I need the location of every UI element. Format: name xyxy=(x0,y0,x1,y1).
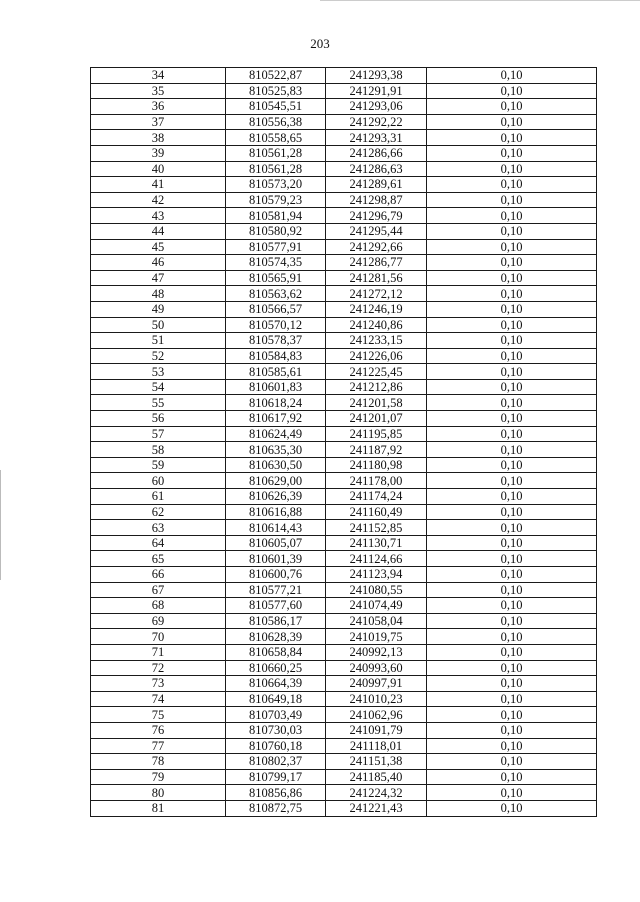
point-number-cell: 43 xyxy=(91,208,226,224)
accuracy-cell: 0,10 xyxy=(427,208,597,224)
y-coordinate-cell: 241289,61 xyxy=(326,177,427,193)
y-coordinate-cell: 241080,55 xyxy=(326,582,427,598)
table-row xyxy=(91,379,597,395)
point-number-cell: 44 xyxy=(91,223,226,239)
accuracy-cell: 0,10 xyxy=(427,223,597,239)
accuracy-cell: 0,10 xyxy=(427,598,597,614)
coordinates-table-body xyxy=(91,68,597,817)
point-number-cell: 53 xyxy=(91,364,226,380)
x-coordinate-cell: 810635,30 xyxy=(226,442,326,458)
y-coordinate-cell: 241221,43 xyxy=(326,800,427,816)
table-row xyxy=(91,489,597,505)
table-row xyxy=(91,426,597,442)
table-row xyxy=(91,161,597,177)
point-number-cell: 77 xyxy=(91,738,226,754)
accuracy-cell: 0,10 xyxy=(427,395,597,411)
top-edge-line xyxy=(320,0,640,1)
x-coordinate-cell: 810616,88 xyxy=(226,504,326,520)
left-edge-mark xyxy=(0,470,1,580)
point-number-cell: 46 xyxy=(91,255,226,271)
point-number-cell: 45 xyxy=(91,239,226,255)
table-row xyxy=(91,68,597,84)
point-number-cell: 49 xyxy=(91,301,226,317)
accuracy-cell: 0,10 xyxy=(427,769,597,785)
table-row xyxy=(91,722,597,738)
x-coordinate-cell: 810577,91 xyxy=(226,239,326,255)
point-number-cell: 73 xyxy=(91,676,226,692)
point-number-cell: 55 xyxy=(91,395,226,411)
y-coordinate-cell: 241295,44 xyxy=(326,223,427,239)
x-coordinate-cell: 810618,24 xyxy=(226,395,326,411)
y-coordinate-cell: 241296,79 xyxy=(326,208,427,224)
accuracy-cell: 0,10 xyxy=(427,114,597,130)
accuracy-cell: 0,10 xyxy=(427,567,597,583)
x-coordinate-cell: 810586,17 xyxy=(226,613,326,629)
table-row xyxy=(91,348,597,364)
y-coordinate-cell: 241074,49 xyxy=(326,598,427,614)
table-row xyxy=(91,660,597,676)
table-row xyxy=(91,598,597,614)
x-coordinate-cell: 810577,60 xyxy=(226,598,326,614)
accuracy-cell: 0,10 xyxy=(427,301,597,317)
x-coordinate-cell: 810565,91 xyxy=(226,270,326,286)
y-coordinate-cell: 241226,06 xyxy=(326,348,427,364)
accuracy-cell: 0,10 xyxy=(427,270,597,286)
y-coordinate-cell: 241293,06 xyxy=(326,99,427,115)
y-coordinate-cell: 241293,38 xyxy=(326,68,427,84)
accuracy-cell: 0,10 xyxy=(427,676,597,692)
table-row xyxy=(91,707,597,723)
table-row xyxy=(91,754,597,770)
table-row xyxy=(91,473,597,489)
point-number-cell: 64 xyxy=(91,535,226,551)
point-number-cell: 39 xyxy=(91,145,226,161)
table-row xyxy=(91,239,597,255)
x-coordinate-cell: 810585,61 xyxy=(226,364,326,380)
x-coordinate-cell: 810799,17 xyxy=(226,769,326,785)
table-row xyxy=(91,130,597,146)
point-number-cell: 36 xyxy=(91,99,226,115)
accuracy-cell: 0,10 xyxy=(427,333,597,349)
table-row xyxy=(91,457,597,473)
x-coordinate-cell: 810570,12 xyxy=(226,317,326,333)
table-row xyxy=(91,223,597,239)
table-row xyxy=(91,99,597,115)
accuracy-cell: 0,10 xyxy=(427,239,597,255)
accuracy-cell: 0,10 xyxy=(427,785,597,801)
x-coordinate-cell: 810614,43 xyxy=(226,520,326,536)
x-coordinate-cell: 810658,84 xyxy=(226,644,326,660)
point-number-cell: 62 xyxy=(91,504,226,520)
accuracy-cell: 0,10 xyxy=(427,800,597,816)
x-coordinate-cell: 810525,83 xyxy=(226,83,326,99)
y-coordinate-cell: 241180,98 xyxy=(326,457,427,473)
point-number-cell: 81 xyxy=(91,800,226,816)
table-row xyxy=(91,800,597,816)
x-coordinate-cell: 810649,18 xyxy=(226,691,326,707)
y-coordinate-cell: 241123,94 xyxy=(326,567,427,583)
accuracy-cell: 0,10 xyxy=(427,582,597,598)
accuracy-cell: 0,10 xyxy=(427,255,597,271)
point-number-cell: 61 xyxy=(91,489,226,505)
y-coordinate-cell: 241195,85 xyxy=(326,426,427,442)
accuracy-cell: 0,10 xyxy=(427,317,597,333)
table-row xyxy=(91,551,597,567)
x-coordinate-cell: 810856,86 xyxy=(226,785,326,801)
table-row xyxy=(91,613,597,629)
x-coordinate-cell: 810624,49 xyxy=(226,426,326,442)
accuracy-cell: 0,10 xyxy=(427,145,597,161)
accuracy-cell: 0,10 xyxy=(427,130,597,146)
accuracy-cell: 0,10 xyxy=(427,177,597,193)
accuracy-cell: 0,10 xyxy=(427,504,597,520)
y-coordinate-cell: 241178,00 xyxy=(326,473,427,489)
table-row xyxy=(91,535,597,551)
point-number-cell: 65 xyxy=(91,551,226,567)
table-row xyxy=(91,442,597,458)
y-coordinate-cell: 241286,66 xyxy=(326,145,427,161)
table-row xyxy=(91,301,597,317)
point-number-cell: 58 xyxy=(91,442,226,458)
point-number-cell: 48 xyxy=(91,286,226,302)
accuracy-cell: 0,10 xyxy=(427,520,597,536)
table-row xyxy=(91,676,597,692)
y-coordinate-cell: 241130,71 xyxy=(326,535,427,551)
point-number-cell: 54 xyxy=(91,379,226,395)
table-row xyxy=(91,504,597,520)
y-coordinate-cell: 241187,92 xyxy=(326,442,427,458)
y-coordinate-cell: 241286,63 xyxy=(326,161,427,177)
table-row xyxy=(91,520,597,536)
y-coordinate-cell: 241160,49 xyxy=(326,504,427,520)
accuracy-cell: 0,10 xyxy=(427,489,597,505)
point-number-cell: 51 xyxy=(91,333,226,349)
point-number-cell: 74 xyxy=(91,691,226,707)
point-number-cell: 40 xyxy=(91,161,226,177)
accuracy-cell: 0,10 xyxy=(427,83,597,99)
y-coordinate-cell: 241091,79 xyxy=(326,722,427,738)
y-coordinate-cell: 241201,07 xyxy=(326,411,427,427)
accuracy-cell: 0,10 xyxy=(427,286,597,302)
table-row xyxy=(91,691,597,707)
table-row xyxy=(91,208,597,224)
x-coordinate-cell: 810580,92 xyxy=(226,223,326,239)
x-coordinate-cell: 810629,00 xyxy=(226,473,326,489)
accuracy-cell: 0,10 xyxy=(427,707,597,723)
table-row xyxy=(91,567,597,583)
y-coordinate-cell: 240993,60 xyxy=(326,660,427,676)
accuracy-cell: 0,10 xyxy=(427,644,597,660)
table-row xyxy=(91,145,597,161)
accuracy-cell: 0,10 xyxy=(427,364,597,380)
accuracy-cell: 0,10 xyxy=(427,442,597,458)
table-row xyxy=(91,629,597,645)
y-coordinate-cell: 241246,19 xyxy=(326,301,427,317)
y-coordinate-cell: 241062,96 xyxy=(326,707,427,723)
x-coordinate-cell: 810581,94 xyxy=(226,208,326,224)
x-coordinate-cell: 810522,87 xyxy=(226,68,326,84)
table-row xyxy=(91,177,597,193)
point-number-cell: 52 xyxy=(91,348,226,364)
x-coordinate-cell: 810563,62 xyxy=(226,286,326,302)
x-coordinate-cell: 810573,20 xyxy=(226,177,326,193)
table-row xyxy=(91,192,597,208)
point-number-cell: 41 xyxy=(91,177,226,193)
y-coordinate-cell: 241185,40 xyxy=(326,769,427,785)
y-coordinate-cell: 241225,45 xyxy=(326,364,427,380)
y-coordinate-cell: 241286,77 xyxy=(326,255,427,271)
x-coordinate-cell: 810664,39 xyxy=(226,676,326,692)
x-coordinate-cell: 810600,76 xyxy=(226,567,326,583)
y-coordinate-cell: 241272,12 xyxy=(326,286,427,302)
x-coordinate-cell: 810660,25 xyxy=(226,660,326,676)
coordinates-table xyxy=(90,67,597,817)
point-number-cell: 37 xyxy=(91,114,226,130)
point-number-cell: 75 xyxy=(91,707,226,723)
table-row xyxy=(91,582,597,598)
y-coordinate-cell: 241118,01 xyxy=(326,738,427,754)
point-number-cell: 69 xyxy=(91,613,226,629)
point-number-cell: 56 xyxy=(91,411,226,427)
point-number-cell: 35 xyxy=(91,83,226,99)
table-row xyxy=(91,270,597,286)
x-coordinate-cell: 810561,28 xyxy=(226,161,326,177)
x-coordinate-cell: 810703,49 xyxy=(226,707,326,723)
x-coordinate-cell: 810558,65 xyxy=(226,130,326,146)
accuracy-cell: 0,10 xyxy=(427,99,597,115)
point-number-cell: 72 xyxy=(91,660,226,676)
accuracy-cell: 0,10 xyxy=(427,348,597,364)
accuracy-cell: 0,10 xyxy=(427,738,597,754)
y-coordinate-cell: 241281,56 xyxy=(326,270,427,286)
x-coordinate-cell: 810601,83 xyxy=(226,379,326,395)
point-number-cell: 67 xyxy=(91,582,226,598)
point-number-cell: 78 xyxy=(91,754,226,770)
accuracy-cell: 0,10 xyxy=(427,691,597,707)
x-coordinate-cell: 810579,23 xyxy=(226,192,326,208)
x-coordinate-cell: 810760,18 xyxy=(226,738,326,754)
point-number-cell: 59 xyxy=(91,457,226,473)
table-row xyxy=(91,83,597,99)
accuracy-cell: 0,10 xyxy=(427,613,597,629)
accuracy-cell: 0,10 xyxy=(427,457,597,473)
accuracy-cell: 0,10 xyxy=(427,426,597,442)
point-number-cell: 42 xyxy=(91,192,226,208)
accuracy-cell: 0,10 xyxy=(427,411,597,427)
point-number-cell: 50 xyxy=(91,317,226,333)
point-number-cell: 70 xyxy=(91,629,226,645)
x-coordinate-cell: 810545,51 xyxy=(226,99,326,115)
x-coordinate-cell: 810626,39 xyxy=(226,489,326,505)
point-number-cell: 76 xyxy=(91,722,226,738)
y-coordinate-cell: 241292,66 xyxy=(326,239,427,255)
table-row xyxy=(91,785,597,801)
x-coordinate-cell: 810561,28 xyxy=(226,145,326,161)
x-coordinate-cell: 810730,03 xyxy=(226,722,326,738)
y-coordinate-cell: 241233,15 xyxy=(326,333,427,349)
x-coordinate-cell: 810578,37 xyxy=(226,333,326,349)
x-coordinate-cell: 810630,50 xyxy=(226,457,326,473)
accuracy-cell: 0,10 xyxy=(427,161,597,177)
y-coordinate-cell: 241174,24 xyxy=(326,489,427,505)
point-number-cell: 47 xyxy=(91,270,226,286)
point-number-cell: 60 xyxy=(91,473,226,489)
x-coordinate-cell: 810617,92 xyxy=(226,411,326,427)
table-row xyxy=(91,255,597,271)
page-number: 203 xyxy=(310,36,330,51)
y-coordinate-cell: 241240,86 xyxy=(326,317,427,333)
accuracy-cell: 0,10 xyxy=(427,722,597,738)
y-coordinate-cell: 240992,13 xyxy=(326,644,427,660)
point-number-cell: 79 xyxy=(91,769,226,785)
table-row xyxy=(91,395,597,411)
point-number-cell: 63 xyxy=(91,520,226,536)
x-coordinate-cell: 810605,07 xyxy=(226,535,326,551)
y-coordinate-cell: 241224,32 xyxy=(326,785,427,801)
point-number-cell: 38 xyxy=(91,130,226,146)
y-coordinate-cell: 241201,58 xyxy=(326,395,427,411)
accuracy-cell: 0,10 xyxy=(427,551,597,567)
y-coordinate-cell: 241151,38 xyxy=(326,754,427,770)
accuracy-cell: 0,10 xyxy=(427,473,597,489)
x-coordinate-cell: 810577,21 xyxy=(226,582,326,598)
point-number-cell: 71 xyxy=(91,644,226,660)
table-row xyxy=(91,411,597,427)
table-row xyxy=(91,114,597,130)
accuracy-cell: 0,10 xyxy=(427,379,597,395)
point-number-cell: 80 xyxy=(91,785,226,801)
y-coordinate-cell: 241212,86 xyxy=(326,379,427,395)
y-coordinate-cell: 240997,91 xyxy=(326,676,427,692)
accuracy-cell: 0,10 xyxy=(427,68,597,84)
x-coordinate-cell: 810628,39 xyxy=(226,629,326,645)
y-coordinate-cell: 241298,87 xyxy=(326,192,427,208)
table-row xyxy=(91,769,597,785)
point-number-cell: 68 xyxy=(91,598,226,614)
accuracy-cell: 0,10 xyxy=(427,192,597,208)
point-number-cell: 34 xyxy=(91,68,226,84)
table-row xyxy=(91,286,597,302)
table-row xyxy=(91,317,597,333)
x-coordinate-cell: 810584,83 xyxy=(226,348,326,364)
point-number-cell: 57 xyxy=(91,426,226,442)
x-coordinate-cell: 810872,75 xyxy=(226,800,326,816)
x-coordinate-cell: 810566,57 xyxy=(226,301,326,317)
y-coordinate-cell: 241010,23 xyxy=(326,691,427,707)
table-row xyxy=(91,738,597,754)
y-coordinate-cell: 241019,75 xyxy=(326,629,427,645)
y-coordinate-cell: 241152,85 xyxy=(326,520,427,536)
y-coordinate-cell: 241124,66 xyxy=(326,551,427,567)
table-row xyxy=(91,364,597,380)
x-coordinate-cell: 810802,37 xyxy=(226,754,326,770)
x-coordinate-cell: 810574,35 xyxy=(226,255,326,271)
y-coordinate-cell: 241291,91 xyxy=(326,83,427,99)
table-row xyxy=(91,644,597,660)
x-coordinate-cell: 810556,38 xyxy=(226,114,326,130)
y-coordinate-cell: 241292,22 xyxy=(326,114,427,130)
accuracy-cell: 0,10 xyxy=(427,535,597,551)
y-coordinate-cell: 241058,04 xyxy=(326,613,427,629)
table-row xyxy=(91,333,597,349)
y-coordinate-cell: 241293,31 xyxy=(326,130,427,146)
accuracy-cell: 0,10 xyxy=(427,629,597,645)
point-number-cell: 66 xyxy=(91,567,226,583)
accuracy-cell: 0,10 xyxy=(427,754,597,770)
x-coordinate-cell: 810601,39 xyxy=(226,551,326,567)
accuracy-cell: 0,10 xyxy=(427,660,597,676)
